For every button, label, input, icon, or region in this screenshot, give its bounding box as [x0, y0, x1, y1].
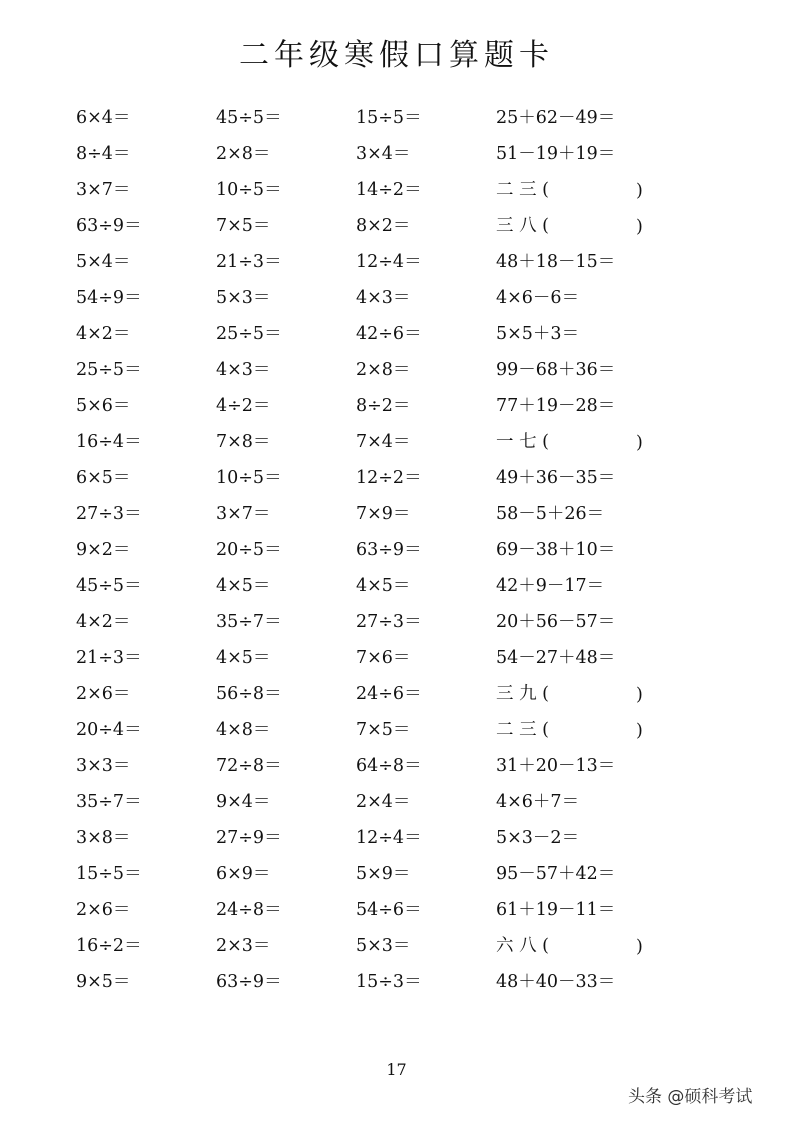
problem-cell: 58－5＋26＝	[496, 504, 605, 524]
problem-cell: 45÷5＝	[216, 108, 282, 128]
problem-cell: 8÷4＝	[76, 144, 131, 164]
problem-row	[0, 820, 793, 856]
problem-cell: 20÷5＝	[216, 540, 282, 560]
problem-row	[0, 208, 793, 244]
problem-cell: 2×8＝	[216, 144, 271, 164]
problem-row	[0, 136, 793, 172]
problem-cell: 48＋40－33＝	[496, 972, 616, 992]
problem-cell: 99－68＋36＝	[496, 360, 616, 380]
problem-row	[0, 316, 793, 352]
problem-row	[0, 172, 793, 208]
problem-cell: 3×7＝	[216, 504, 271, 524]
problem-cell: 12÷2＝	[356, 468, 422, 488]
problem-cell: 15÷5＝	[76, 864, 142, 884]
problem-cell: 2×6＝	[76, 684, 131, 704]
answer-closing-paren: )	[636, 181, 643, 201]
problem-cell: 2×3＝	[216, 936, 271, 956]
problem-cell: 5×3＝	[216, 288, 271, 308]
problem-cell: 12÷4＝	[356, 252, 422, 272]
problem-cell: 24÷8＝	[216, 900, 282, 920]
problem-cell: 4×2＝	[76, 324, 131, 344]
problem-cell: 49＋36－35＝	[496, 468, 616, 488]
problem-cell: 15÷3＝	[356, 972, 422, 992]
problem-cell: 8÷2＝	[356, 396, 411, 416]
problem-cell: 25＋62－49＝	[496, 108, 616, 128]
problem-cell: 35÷7＝	[76, 792, 142, 812]
problem-cell: 2×4＝	[356, 792, 411, 812]
problem-cell: 一 七 (	[496, 432, 549, 452]
problem-cell: 21÷3＝	[76, 648, 142, 668]
watermark: 头条 @硕科考试	[628, 1087, 753, 1107]
answer-closing-paren: )	[636, 433, 643, 453]
problem-cell: 20÷4＝	[76, 720, 142, 740]
problem-cell: 5×6＝	[76, 396, 131, 416]
problem-cell: 9×2＝	[76, 540, 131, 560]
problem-cell: 二 三 (	[496, 180, 549, 200]
problem-cell: 27÷3＝	[356, 612, 422, 632]
problem-cell: 3×4＝	[356, 144, 411, 164]
problem-row	[0, 928, 793, 964]
problem-cell: 16÷2＝	[76, 936, 142, 956]
problem-row	[0, 856, 793, 892]
problem-cell: 12÷4＝	[356, 828, 422, 848]
problem-cell: 48＋18－15＝	[496, 252, 616, 272]
problem-cell: 4×3＝	[216, 360, 271, 380]
problem-cell: 24÷6＝	[356, 684, 422, 704]
problem-cell: 16÷4＝	[76, 432, 142, 452]
problem-cell: 5×3－2＝	[496, 828, 580, 848]
problem-cell: 9×4＝	[216, 792, 271, 812]
problem-grid	[0, 100, 793, 1000]
problem-cell: 54÷9＝	[76, 288, 142, 308]
problem-cell: 20＋56－57＝	[496, 612, 616, 632]
answer-closing-paren: )	[636, 217, 643, 237]
problem-cell: 6×4＝	[76, 108, 131, 128]
problem-row	[0, 532, 793, 568]
problem-cell: 95－57＋42＝	[496, 864, 616, 884]
problem-cell: 10÷5＝	[216, 468, 282, 488]
problem-cell: 7×5＝	[356, 720, 411, 740]
problem-cell: 7×9＝	[356, 504, 411, 524]
problem-cell: 7×6＝	[356, 648, 411, 668]
problem-row	[0, 604, 793, 640]
problem-cell: 21÷3＝	[216, 252, 282, 272]
problem-cell: 7×8＝	[216, 432, 271, 452]
problem-cell: 7×4＝	[356, 432, 411, 452]
problem-cell: 4×5＝	[216, 648, 271, 668]
problem-cell: 六 八 (	[496, 936, 549, 956]
problem-row	[0, 676, 793, 712]
problem-cell: 2×6＝	[76, 900, 131, 920]
problem-cell: 54－27＋48＝	[496, 648, 616, 668]
problem-cell: 51－19＋19＝	[496, 144, 616, 164]
problem-cell: 14÷2＝	[356, 180, 422, 200]
problem-row	[0, 460, 793, 496]
worksheet-title: 二年级寒假口算题卡	[239, 38, 554, 73]
problem-cell: 4×5＝	[356, 576, 411, 596]
problem-cell: 4×6＋7＝	[496, 792, 580, 812]
problem-cell: 3×7＝	[76, 180, 131, 200]
problem-cell: 4×5＝	[216, 576, 271, 596]
problem-cell: 2×8＝	[356, 360, 411, 380]
problem-row	[0, 712, 793, 748]
problem-row	[0, 352, 793, 388]
problem-cell: 42÷6＝	[356, 324, 422, 344]
problem-row	[0, 640, 793, 676]
problem-cell: 7×5＝	[216, 216, 271, 236]
problem-cell: 61＋19－11＝	[496, 900, 616, 920]
problem-row	[0, 280, 793, 316]
problem-cell: 63÷9＝	[76, 216, 142, 236]
problem-row	[0, 424, 793, 460]
problem-cell: 4÷2＝	[216, 396, 271, 416]
problem-cell: 69－38＋10＝	[496, 540, 616, 560]
problem-row	[0, 748, 793, 784]
problem-cell: 三 八 (	[496, 216, 549, 236]
problem-row	[0, 388, 793, 424]
problem-cell: 27÷3＝	[76, 504, 142, 524]
problem-row	[0, 100, 793, 136]
problem-cell: 27÷9＝	[216, 828, 282, 848]
problem-cell: 6×5＝	[76, 468, 131, 488]
problem-cell: 31＋20－13＝	[496, 756, 616, 776]
problem-cell: 8×2＝	[356, 216, 411, 236]
problem-row	[0, 964, 793, 1000]
problem-cell: 4×6－6＝	[496, 288, 580, 308]
problem-cell: 25÷5＝	[76, 360, 142, 380]
problem-cell: 4×8＝	[216, 720, 271, 740]
problem-cell: 3×8＝	[76, 828, 131, 848]
problem-cell: 45÷5＝	[76, 576, 142, 596]
problem-cell: 63÷9＝	[356, 540, 422, 560]
problem-cell: 10÷5＝	[216, 180, 282, 200]
problem-cell: 63÷9＝	[216, 972, 282, 992]
answer-closing-paren: )	[636, 685, 643, 705]
problem-cell: 5×5＋3＝	[496, 324, 580, 344]
problem-cell: 4×2＝	[76, 612, 131, 632]
page-number: 17	[386, 1060, 407, 1079]
problem-cell: 35÷7＝	[216, 612, 282, 632]
answer-closing-paren: )	[636, 937, 643, 957]
problem-cell: 9×5＝	[76, 972, 131, 992]
problem-row	[0, 568, 793, 604]
problem-cell: 4×3＝	[356, 288, 411, 308]
problem-cell: 64÷8＝	[356, 756, 422, 776]
problem-cell: 5×9＝	[356, 864, 411, 884]
problem-row	[0, 784, 793, 820]
problem-cell: 77＋19－28＝	[496, 396, 616, 416]
problem-cell: 42＋9－17＝	[496, 576, 605, 596]
problem-cell: 15÷5＝	[356, 108, 422, 128]
problem-cell: 5×3＝	[356, 936, 411, 956]
problem-cell: 6×9＝	[216, 864, 271, 884]
problem-row	[0, 244, 793, 280]
problem-row	[0, 892, 793, 928]
problem-cell: 54÷6＝	[356, 900, 422, 920]
answer-closing-paren: )	[636, 721, 643, 741]
problem-cell: 三 九 (	[496, 684, 549, 704]
problem-cell: 二 三 (	[496, 720, 549, 740]
problem-cell: 5×4＝	[76, 252, 131, 272]
problem-row	[0, 496, 793, 532]
problem-cell: 3×3＝	[76, 756, 131, 776]
problem-cell: 25÷5＝	[216, 324, 282, 344]
problem-cell: 56÷8＝	[216, 684, 282, 704]
problem-cell: 72÷8＝	[216, 756, 282, 776]
